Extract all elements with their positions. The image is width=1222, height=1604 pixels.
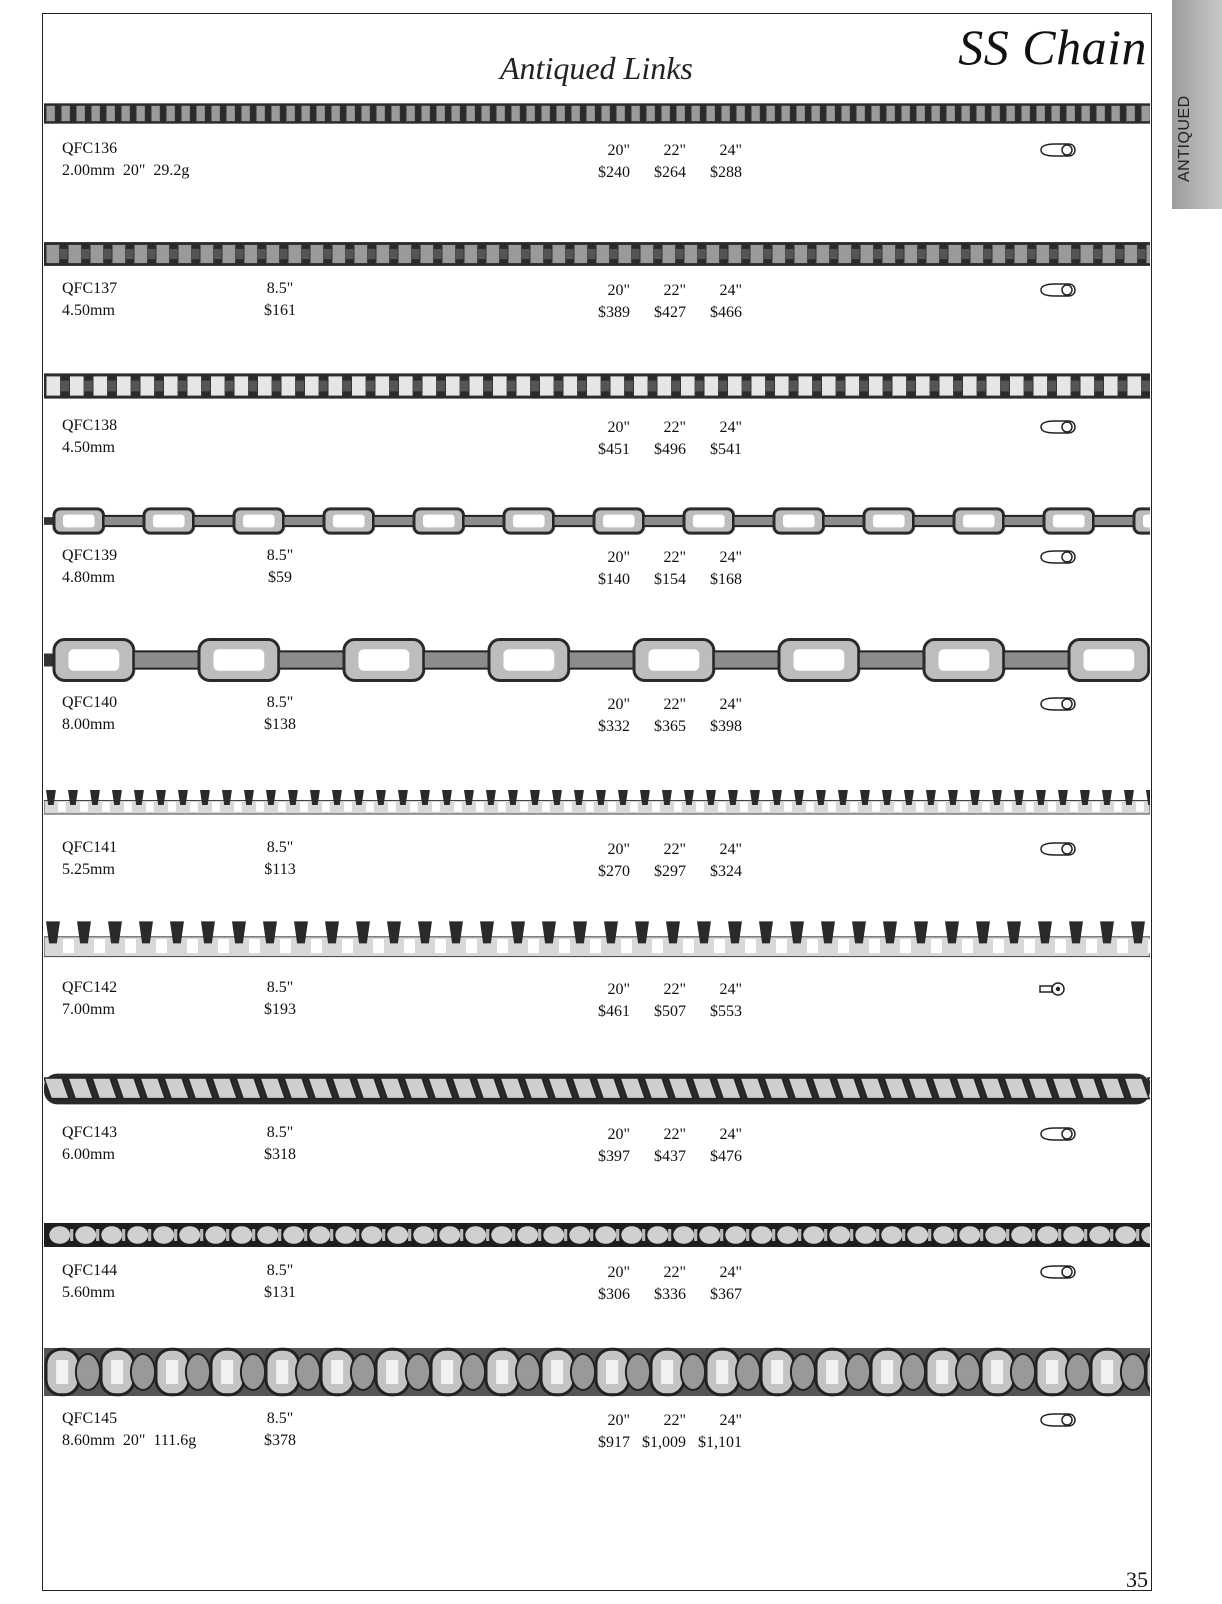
lobster-clasp-icon (1038, 1125, 1076, 1143)
product-info (62, 545, 117, 589)
necklace-price: $140 (598, 571, 630, 588)
chain-image (44, 1067, 1150, 1111)
length-header: 22" (663, 1412, 686, 1429)
lobster-clasp-icon (1038, 548, 1076, 566)
necklace-price-grid (574, 1262, 742, 1306)
length-header: 22" (663, 549, 686, 566)
length-header: 20" (607, 841, 630, 858)
bracelet-length: 8.5" (266, 547, 294, 564)
necklace-price-grid (574, 1124, 742, 1168)
product-info (62, 1260, 117, 1304)
length-header: 20" (607, 981, 630, 998)
product-sku: QFC138 (62, 417, 118, 434)
chain-image (44, 1215, 1150, 1255)
bracelet-option (250, 692, 310, 736)
necklace-price-grid (574, 140, 742, 184)
necklace-price: $398 (710, 718, 742, 735)
necklace-price: $332 (598, 718, 630, 735)
length-header: 22" (663, 142, 686, 159)
product-spec: 7.00mm (62, 1001, 115, 1018)
bracelet-option (250, 1408, 310, 1452)
product-info (62, 278, 117, 322)
length-header: 24" (719, 1264, 742, 1281)
necklace-price: $507 (654, 1003, 686, 1020)
bracelet-length: 8.5" (266, 280, 294, 297)
bracelet-option (250, 1122, 310, 1166)
lobster-clasp-icon (1038, 141, 1076, 159)
product-sku: QFC145 (62, 1410, 118, 1427)
lobster-clasp-icon (1038, 840, 1076, 858)
necklace-price-grid (574, 1410, 742, 1454)
length-header: 24" (719, 981, 742, 998)
necklace-price: $1,101 (698, 1434, 742, 1451)
necklace-price: $541 (710, 441, 742, 458)
lobster-clasp-icon (1038, 418, 1076, 436)
product-info (62, 1122, 117, 1166)
chain-image (44, 1342, 1150, 1402)
length-header: 22" (663, 981, 686, 998)
necklace-price: $553 (710, 1003, 742, 1020)
product-sku: QFC141 (62, 839, 118, 856)
length-header: 20" (607, 142, 630, 159)
length-header: 22" (663, 282, 686, 299)
length-header: 20" (607, 1264, 630, 1281)
necklace-price: $397 (598, 1148, 630, 1165)
product-sku: QFC137 (62, 280, 118, 297)
necklace-price: $917 (598, 1434, 630, 1451)
necklace-price: $306 (598, 1286, 630, 1303)
necklace-price-grid (574, 694, 742, 738)
bracelet-length: 8.5" (266, 1124, 294, 1141)
chain-image (44, 505, 1150, 537)
necklace-price: $367 (710, 1286, 742, 1303)
length-header: 22" (663, 1126, 686, 1143)
bracelet-length: 8.5" (266, 1262, 294, 1279)
bracelet-option (250, 837, 310, 881)
bracelet-price: $113 (264, 861, 296, 878)
chain-image (44, 633, 1150, 687)
length-header: 20" (607, 419, 630, 436)
product-info (62, 692, 117, 736)
product-sku: QFC136 (62, 140, 118, 157)
necklace-price: $297 (654, 863, 686, 880)
bracelet-length: 8.5" (266, 839, 294, 856)
bracelet-price: $378 (264, 1432, 296, 1449)
length-header: 22" (663, 419, 686, 436)
length-header: 22" (663, 696, 686, 713)
length-header: 24" (719, 696, 742, 713)
product-spec: 4.50mm (62, 439, 115, 456)
length-header: 22" (663, 841, 686, 858)
product-sku: QFC144 (62, 1262, 118, 1279)
length-header: 22" (663, 1264, 686, 1281)
chain-image (44, 237, 1150, 271)
length-header: 24" (719, 282, 742, 299)
bracelet-option (250, 278, 310, 322)
product-info (62, 977, 117, 1021)
bracelet-length: 8.5" (266, 979, 294, 996)
length-header: 24" (719, 142, 742, 159)
length-header: 24" (719, 1412, 742, 1429)
length-header: 20" (607, 1126, 630, 1143)
length-header: 24" (719, 841, 742, 858)
necklace-price: $496 (654, 441, 686, 458)
necklace-price: $240 (598, 164, 630, 181)
bracelet-price: $59 (268, 569, 292, 586)
length-header: 24" (719, 419, 742, 436)
section-title: Antiqued Links (500, 50, 693, 86)
lobster-clasp-icon (1038, 1263, 1076, 1281)
necklace-price: $1,009 (642, 1434, 686, 1451)
length-header: 24" (719, 1126, 742, 1143)
necklace-price-grid (574, 280, 742, 324)
product-sku: QFC139 (62, 547, 118, 564)
chain-image (44, 917, 1150, 961)
length-header: 20" (607, 282, 630, 299)
bracelet-price: $161 (264, 302, 296, 319)
necklace-price: $476 (710, 1148, 742, 1165)
necklace-price-grid (574, 547, 742, 591)
bracelet-price: $138 (264, 716, 296, 733)
lobster-clasp-icon (1038, 1411, 1076, 1429)
necklace-price: $437 (654, 1148, 686, 1165)
chain-image (44, 99, 1150, 128)
bracelet-option (250, 977, 310, 1021)
length-header: 20" (607, 549, 630, 566)
product-info (62, 1408, 196, 1452)
bracelet-price: $318 (264, 1146, 296, 1163)
product-sku: QFC143 (62, 1124, 118, 1141)
page-title: SS Chain (958, 19, 1147, 75)
necklace-price: $451 (598, 441, 630, 458)
lobster-clasp-icon (1038, 281, 1076, 299)
necklace-price-grid (574, 417, 742, 461)
bracelet-length: 8.5" (266, 1410, 294, 1427)
product-spec: 4.80mm (62, 569, 115, 586)
product-spec: 8.00mm (62, 716, 115, 733)
necklace-price: $264 (654, 164, 686, 181)
necklace-price-grid (574, 979, 742, 1023)
bracelet-length: 8.5" (266, 694, 294, 711)
necklace-price: $427 (654, 304, 686, 321)
necklace-price: $288 (710, 164, 742, 181)
product-info (62, 415, 117, 459)
product-sku: QFC142 (62, 979, 118, 996)
side-tab-label: ANTIQUED (1176, 95, 1193, 182)
necklace-price: $389 (598, 304, 630, 321)
necklace-price: $461 (598, 1003, 630, 1020)
product-spec: 5.60mm (62, 1284, 115, 1301)
length-header: 20" (607, 696, 630, 713)
product-spec: 4.50mm (62, 302, 115, 319)
necklace-price-grid (574, 839, 742, 883)
box-clasp-icon (1038, 980, 1076, 998)
lobster-clasp-icon (1038, 695, 1076, 713)
product-spec: 6.00mm (62, 1146, 115, 1163)
necklace-price: $154 (654, 571, 686, 588)
product-info (62, 837, 117, 881)
necklace-price: $324 (710, 863, 742, 880)
product-spec: 2.00mm 20" 29.2g (62, 162, 190, 179)
length-header: 20" (607, 1412, 630, 1429)
chain-image (44, 787, 1150, 817)
bracelet-option (250, 545, 310, 589)
necklace-price: $466 (710, 304, 742, 321)
product-spec: 5.25mm (62, 861, 115, 878)
chain-image (44, 368, 1150, 404)
necklace-price: $168 (710, 571, 742, 588)
page-number: 35 (1126, 1567, 1148, 1592)
bracelet-price: $193 (264, 1001, 296, 1018)
bracelet-price: $131 (264, 1284, 296, 1301)
necklace-price: $270 (598, 863, 630, 880)
bracelet-option (250, 1260, 310, 1304)
product-info (62, 138, 189, 182)
necklace-price: $336 (654, 1286, 686, 1303)
product-sku: QFC140 (62, 694, 118, 711)
necklace-price: $365 (654, 718, 686, 735)
product-spec: 8.60mm 20" 111.6g (62, 1432, 197, 1449)
length-header: 24" (719, 549, 742, 566)
